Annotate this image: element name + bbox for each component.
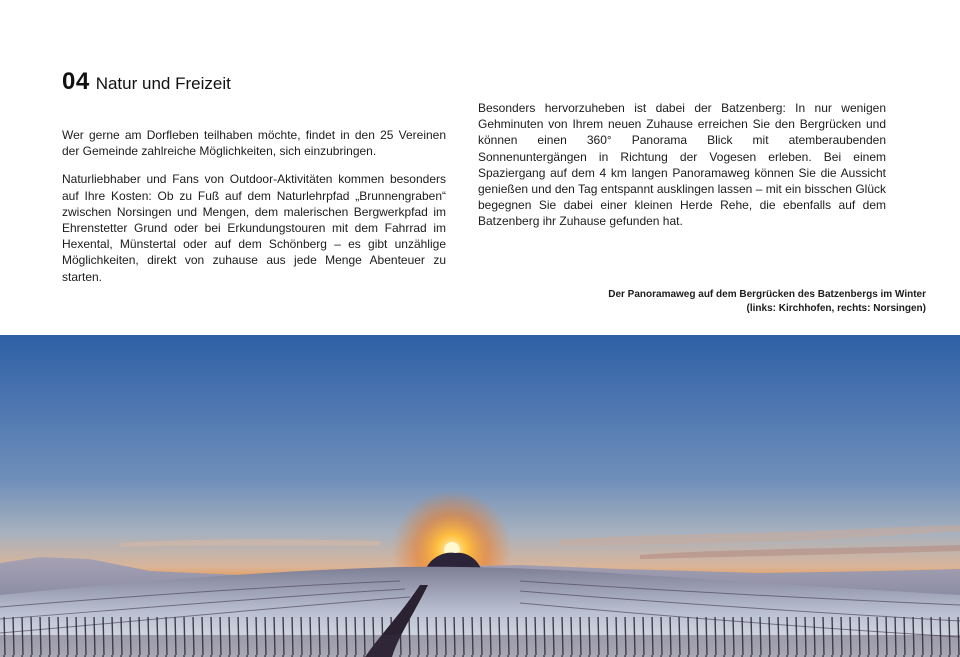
section-heading [62, 62, 231, 100]
outdoor-paragraph: Naturliebhaber und Fans von Outdoor-Aktivitäten kommen besonders auf Ihre Kosten: Ob zu Fuß auf dem Naturlehrpfad „Brunnengraben“ zwischen Norsingen und Mengen, dem malerischen Bergwerkpfad im Ehrenstetter Grund oder bei Erkundungstouren mit dem Fahrrad im Hexental, Münstertal oder auf dem Schönberg – es gibt unzählige Möglichkeiten, direkt von zuhause aus jede Menge Abenteuer zu starten. [62, 172, 446, 284]
caption-line-1: Der Panoramaweg auf dem Bergrücken des Batzenbergs im Winter [608, 289, 926, 300]
section-title: Natur und Freizeit [95, 74, 231, 93]
panorama-sunset-photo [0, 335, 960, 657]
left-text-column [62, 127, 446, 297]
foreground-shadow [0, 635, 960, 657]
section-number: 04 [62, 68, 90, 95]
intro-paragraph: Wer gerne am Dorfleben teilhaben möchte, findet in den 25 Vereinen der Gemeinde zahlreiche Möglichkeiten, sich einzubringen. [62, 128, 446, 159]
photo-caption [526, 288, 926, 315]
batzenberg-paragraph: Besonders hervorzuheben ist dabei der Batzenberg: In nur wenigen Gehminuten von Ihrem neuen Zuhause erreichen Sie den Bergrücken und können einen 360° Panorama Blick mit atemberaubenden Sonnenuntergängen in Richtung der Vogesen erleben. Bei einem Spaziergang auf dem 4 km langen Panoramaweg können Sie die Aussicht genießen und den Tag entspannt ausklingen lassen – mit ein bisschen Glück begegnen Sie dabei einer kleinen Herde Rehe, die ebenfalls auf dem Batzenberg ihr Zuhause gefunden hat. [478, 101, 886, 229]
caption-line-2: (links: Kirchhofen, rechts: Norsingen) [746, 302, 926, 314]
right-text-column [478, 100, 886, 242]
